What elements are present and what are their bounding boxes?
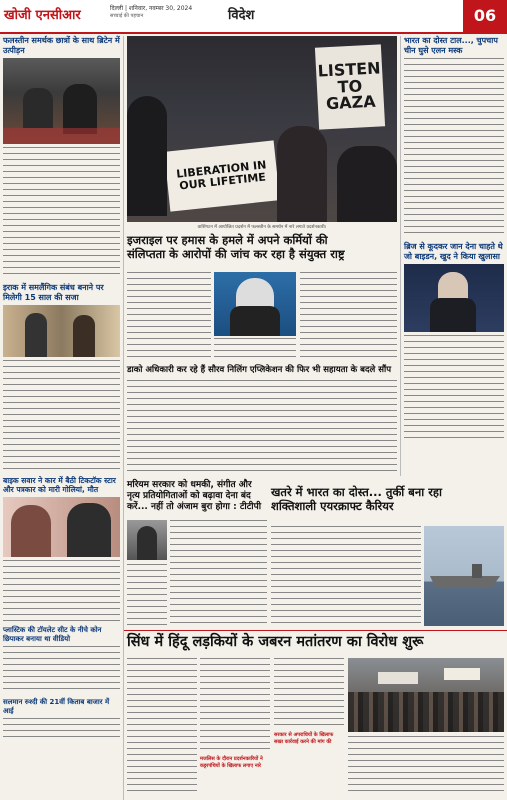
left-story1-body xyxy=(3,147,120,279)
left-story1-headline: फलस्तीन समर्थक छात्रों के साथ ब्रिटेन में उत्पीड़न xyxy=(3,36,120,55)
left-story3-headline: बाइक सवार ने कार में बैठी टिकटॉक स्टार और पत्रकार को मारी गोलियां, मौत xyxy=(3,476,116,495)
sign-liberation: LIBERATION IN OUR LIFETIME xyxy=(164,140,280,211)
left-column xyxy=(3,36,120,740)
biden-photo xyxy=(404,264,504,332)
aircraft-carrier-photo xyxy=(424,526,504,626)
tagline: सच्चाई की पहचान xyxy=(110,13,144,19)
center-story3-line3: करें... नहीं तो अंजाम बुरा होगा : टीटीपी xyxy=(127,501,262,512)
left-story2-headline: इराक में समलैंगिक संबंध बनाने पर मिलेगी 15 साल की सजा xyxy=(3,283,104,302)
bottom-rule xyxy=(124,630,507,631)
center-story2-headline: डाको अधिकारी कर रहे हैं सौरव निलिंग एप्लिकेशन की फिर भी सहायता के बदले सौंप xyxy=(127,365,392,375)
bottom-body-col2 xyxy=(200,658,270,754)
bottom-body-col4 xyxy=(348,736,504,796)
right-story2-body xyxy=(404,335,504,439)
center-story4-line1: खतरे में भारत का दोस्त... तुर्की बना रहा xyxy=(271,485,442,499)
center-story3 xyxy=(127,480,267,512)
sign-listen-to-gaza: LISTEN TO GAZA xyxy=(315,44,385,129)
right-story1-headline: भारत का दोस्त टाल..., चुपचाप चीन घुसे एलन मस्क xyxy=(404,36,498,55)
dateline: दिल्ली | शनिवार, नवम्बर 30, 2024 xyxy=(110,5,193,12)
left-story4-body xyxy=(3,646,120,694)
center-story4-body xyxy=(271,526,421,626)
center-story3-line1: मरियम सरकार को धमकी, संगीत और xyxy=(127,480,252,490)
center-story2-body xyxy=(127,380,397,476)
bottom-body-col1 xyxy=(127,658,197,796)
page-number: 06 xyxy=(463,0,507,32)
left-story4-headline: प्लास्टिक की टॉयलेट सीट के नीचे कोन छिपाकर बनाया था वीडियो xyxy=(3,626,102,643)
main-protest-photo xyxy=(127,36,397,222)
column-divider-right xyxy=(400,36,401,476)
left-story3-body xyxy=(3,560,120,622)
main-headline xyxy=(127,234,397,262)
left-story2-photo xyxy=(3,305,120,357)
main-headline-line2: संलिप्तता के आरोपों की जांच कर रहा है संयुक्त राष्ट्र xyxy=(127,246,345,261)
photo-caption: वाशिंगटन में आयोजित प्रदर्शन में फलस्तीन के समर्थन में नारे लगाते प्रदर्शनकारी। xyxy=(197,225,327,230)
left-story5-body xyxy=(3,718,120,740)
masthead: खोजी एनसीआर xyxy=(4,8,81,23)
right-story1-body xyxy=(404,58,504,238)
section-title: विदेश xyxy=(228,8,255,23)
main-story-body-col1 xyxy=(127,272,211,362)
center-story4-line2: शक्तिशाली एयरक्राफ्ट कैरियर xyxy=(271,498,394,513)
bottom-headline: सिंध में हिंदू लड़कियों के जबरन मतांतरण का विरोध शुरू xyxy=(127,634,424,650)
main-story-body-col2 xyxy=(214,338,296,362)
page-header xyxy=(0,0,507,34)
right-column xyxy=(404,36,504,439)
bottom-body-col3 xyxy=(274,658,344,728)
center-story4 xyxy=(271,486,501,514)
sindh-protest-photo xyxy=(348,658,504,732)
right-story2-headline: ब्रिज से कूदकर जान देना चाहते थे जो बाइडन, खुद ने किया खुलासा xyxy=(404,242,503,261)
main-headline-line1: इजराइल पर हमास के हमले में अपने कर्मियों की xyxy=(127,233,328,247)
left-story1-photo xyxy=(3,58,120,144)
column-divider-left xyxy=(123,36,124,800)
guterres-portrait xyxy=(214,272,296,336)
center-story3-photo xyxy=(127,520,167,560)
center-story3-body xyxy=(170,520,267,626)
left-story2-body xyxy=(3,360,120,472)
center-story3-line2: नृत्य प्रतियोगिताओं को बढ़ावा देना बंद xyxy=(127,490,251,501)
left-story5-headline: सलमान रुश्दी की 21वीं किताब बाजार में आई xyxy=(3,698,110,715)
center-story3-body-b xyxy=(127,564,167,626)
left-story3-photo xyxy=(3,497,120,557)
bottom-subhead-2: सरकार से अपराधियों के खिलाफ सख्त कार्रवाई करने की मांग की xyxy=(274,732,334,745)
main-story-body-col3 xyxy=(300,272,397,362)
bottom-subhead-1: मजलिस के दौरान प्रदर्शनकारियों ने कट्टरपंथियों के खिलाफ लगाए नारे xyxy=(200,756,263,769)
